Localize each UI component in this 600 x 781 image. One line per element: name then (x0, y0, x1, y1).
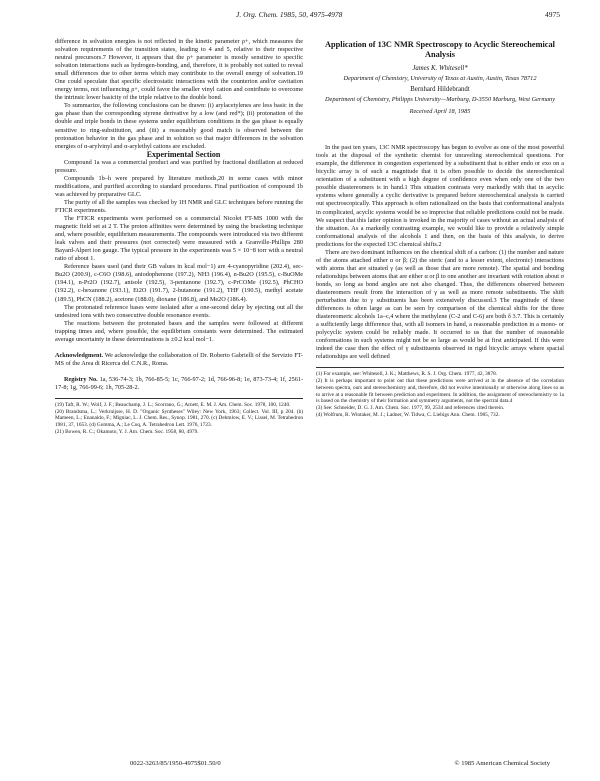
body-paragraph: To summarize, the following conclusions can be drawn: (i) arylacetylenes are less basic in the gas phase than the corresponding styrene derivative by a low (and red*); (ii) protonation of the double and triple bonds in these systems under equilibrium conditions in the gas phase is equally sensitive to ring-substitution, and (iii) a reasonably good match is observed between the protonation behavior in the gas phase and in solution so that major differences in the solvation energies of α-arylvinyl and α-arylethyl cations are excluded. (55, 102, 303, 150)
body-paragraph: Reference bases used (and their GB values in kcal mol−1) are 4-cyanopyridine (202.4), sec-Bu2O (200.9), c-C6O (198.6), aniodophenone (197.2), NH3 (196.4), n-Bu2O (195.5), c-BuOMe (194.1), n-Pr2O (192.7), anisole (192.5), 3-pentanone (192.7), c-PrCOMe (192.5), PhCHO (192.2), c-hexanone (193.1), Et2O (191.7), 2-butanone (191.2), THF (190.5), methyl acetate (189.5), PhCN (188.2), acetone (188.0), dioxane (186.8), and Me2O (186.4). (55, 263, 303, 303)
reference-item: (20) Brandsma, L.; Verkruijsse, H. D. "Organic Syntheses" Wiley: New York, 1963; Collect. Vol. III, p 204. (b) Mameen, L.; Enanaldo, F.; Migniac, L. J. Chem. Res., Synop. 1981, 270. (c) Dehmlow, E. V.; Lissel, M. Tetrahedron 1981, 37, 1653. (d) Gomma, A.; Le Coq, A. Tetrahedron Lett. 1976, 1723. (55, 408, 303, 429)
body-paragraph: Compounds 1b–h were prepared by literature methods,20 in some cases with minor modifications, and purified according to standard procedures. Final purification of compound 1b was achieved by preparative GLC. (55, 174, 303, 198)
reference-item: (1) For example, see: Whitesell, J. K.; Matthews, R. S. J. Org. Chem. 1977, 42, 3878. (316, 371, 498, 378)
reference-item: (2) It is perhaps important to point out that these predictions were arrived at in the absence of the correlation between spectra, ours and stereochemistry and, therefore, did not evolve intentionally or otherwise along lines so as to arrive at a reasonable fit between prediction and experiment. In addition, the assignment of stereochemistry to 1a is based on the chemistry of their formation and symmetry arguments, not the spectral data.4 (316, 378, 564, 405)
page-number: 4975 (545, 10, 560, 19)
author-affiliation: Department of Chemistry, University of Texas at Austin, Austin, Texas 78712 (343, 75, 537, 83)
body-paragraph: The purity of all the samples was checked by 1H NMR and GLC techniques before running the FTICR experiments. (55, 198, 303, 214)
body-paragraph: The protonated reference bases were isolated after a one-second delay by ejecting out all the undesired ions with two consecutive double resonance events. (55, 303, 303, 319)
acknowledgment-label: Acknowledgment. (55, 351, 104, 359)
acknowledgment-text: We acknowledge the collaboration of Dr. Roberto Gabrielli of the Servizio FT-MS of the Area di Ricerca del C.N.R., Roma. (55, 351, 304, 367)
body-paragraph: In the past ten years, 13C NMR spectroscopy has begun to evolve as one of the most powerful tools at the disposal of the synthetic chemist for unraveling stereochemical questions. For example, the difference in congestion experienced by a substituent that is either endo or exo on a bicyclic array is of such a magnitude that it is often possible to decide the stereochemical orientation of a substituent with a high degree of confidence even when only one of the two possible diastereomers is in hand.1 This situation contrasts very markedly with that in acyclic systems where generally a cyclic derivative is prepared before stereochemical analysis is carried out spectroscopically. This approach is often rationalized on the basis that conformational analysis in complicated, acyclic systems would be so imprecise that reliable predictions could not be made. We suspect that this latter opinion is invoked in the majority of cases without an actual analysis of the situation. As a markedly contrasting example, we would like to provide a relatively simple conformational analysis of the alcohols 1 and then, on the basis of this analysis, to derive predictions for the expected 13C chemical shifts.2 (316, 144, 564, 248)
copyright-notice: © 1985 American Chemical Society (454, 760, 550, 767)
body-paragraph: Compound 1a was a commercial product and was purified by fractional distillation at reduced pressure. (55, 158, 303, 174)
registry-text: 1a, 536-74-3; 1b, 766-85-5; 1c, 766-97-2; 1d, 766-96-8; 1e, 873-73-4; 1f, 2561-17-8; 1g, 766-99-6; 1h, 705-28-2. (55, 375, 304, 391)
registry-label: Registry No. (64, 375, 98, 383)
right-references (316, 371, 564, 418)
author-name: Bernhard Hildebrandt (410, 86, 470, 94)
acknowledgment (55, 352, 303, 368)
received-date: Received April 18, 1985 (409, 108, 471, 116)
page-footer (130, 760, 550, 767)
reference-item: (3) See: Schneider, D. G. J. Am. Chem. Soc. 1977, 99, 2534 and references cited therein. (316, 404, 505, 411)
registry-numbers (55, 376, 303, 392)
reference-item: (4) Wolfrum, R. Wintaker, M. J.; Ladner, W. Tidwa, C. Liebigs Ann. Chem. 1985, 732. (316, 411, 500, 418)
body-paragraph: The reactions between the protonated bases and the samples were followed at different trapping times and, where possible, the equilibrium constants were determined. The estimated average uncertainty in these determinations is ±0.2 kcal mol−1. (55, 319, 303, 343)
reference-item: (19) Taft, R. W.; Wolf, J. F.; Beauchamp, J. L.; Scorrano, G.; Arnett, E. M. J. Am. Chem. Soc. 1978, 100, 1240. (55, 401, 291, 408)
left-column (55, 38, 303, 435)
author-affiliation: Department of Chemistry, Philipps University—Marburg, D-3550 Marburg, West Germany (325, 96, 555, 104)
footnote-divider (316, 367, 564, 368)
article-code: 0022-3263/85/1950-4975$01.50/0 (130, 760, 221, 767)
reference-item: (21) Bowen, R. C.; Okamoto, Y. J. Am. Chem. Soc. 1958, 80, 4979. (55, 428, 199, 435)
author-name: James K. Whitesell* (412, 65, 468, 72)
left-references (55, 402, 303, 436)
running-header: J. Org. Chem. 1985, 50, 4975-4978 (236, 10, 343, 19)
footnote-divider (55, 398, 303, 399)
right-column (316, 40, 564, 418)
article-title: Application of 13C NMR Spectroscopy to Acyclic Stereochemical Analysis (325, 40, 555, 59)
body-paragraph: There are two dominant influences on the chemical shift of a carbon: (1) the number and nature of the atoms attached either α or β; (2) the steric (and to a lesser extent, electronic) interactions with atoms that are situated γ (as well as those that are more remote). The spatial and bonding relationships between atoms that are either α or β to one another are invariant with rotation about σ bonds, so long as bond angles are not also changed. Thus, the differences observed between diastereomers result from the interaction of γ as well as more remote substituents. The shift perturbation due to γ substituents has been extensively discussed.3 The magnitude of these differences is often large as can be seen by comparison of the chemical shifts for the three diastereomeric alcohols 1a–c,4 where the methylene (C-2 and C-6) are both δ 3.7. This is certainly a sufficiently large difference that, with all isomers in hand, a reasonable prediction in a mono- or polycyclic system could be reliably made. It occurred to us that the number of reasonable conformations in such systems might not be so large as would be at first anticipated. If this were indeed the case then the effect of γ substituents observed in rigid bicyclic arrays where spacial relationships are well defined (316, 248, 564, 361)
body-paragraph: difference in solvation energies is not reflected in the kinetic parameter ρ+, which measures the solvation requirements of the transition states, leading to 4 and 5, relative to their respective neutral precursors.7 However, it appears that the ρ+ parameter is mostly sensitive to specific solvation interactions such as hydrogen-bonding, and, therefore, it is probably not suited to reveal small differences due to other terms which may contribute to the overall energy of solvation.19 One could speculate that specific electrostatic interactions with the counterion and/or cavitation energy terms, not influencing ρ+, could favor the smaller vinyl cation and contribute to overcome the intrinsic lower basicity of the triple relative to the double bond. (55, 38, 303, 102)
section-title: Experimental Section (146, 149, 221, 159)
body-paragraph: The FTICR experiments were performed on a commercial Nicolet FT-MS 1000 with the magnetic field set at 2 T. The proton affinities were determined by using the bracketing technique and, where possible, equilibrium measurements. The compounds were introduced via two different leak valves and their pressures (not corrected) were measured with a Granville-Phillips 280 Bayard-Alpert ion gauge. The typical pressure in the experiments was 5 × 10−8 torr with a neutral ratio of about 1. (55, 215, 303, 263)
